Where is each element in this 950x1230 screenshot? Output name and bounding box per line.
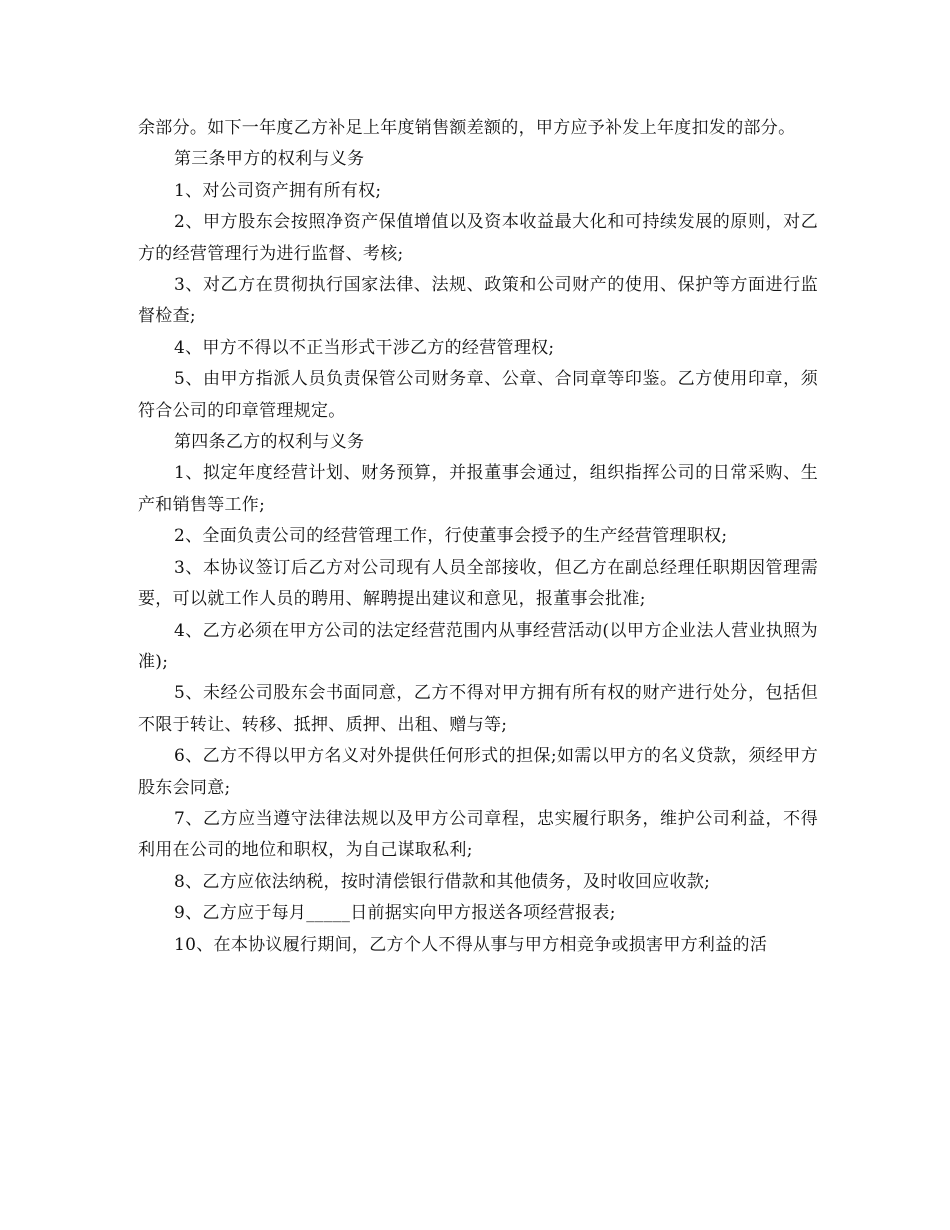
clause-4-3: 3、本协议签订后乙方对公司现有人员全部接收，但乙方在副总经理任职期因管理需要，可以就工作人员的聘用、解聘提出建议和意见，报董事会批准;: [138, 557, 818, 610]
section-heading-article-4: 第四条乙方的权利与义务: [174, 432, 365, 453]
clause-4-2: 2、全面负责公司的经营管理工作，行使董事会授予的生产经营管理职权;: [174, 526, 728, 547]
clause-3-5: 5、由甲方指派人员负责保管公司财务章、公章、合同章等印鉴。乙方使用印章，须符合公司的印章管理规定。: [138, 369, 818, 421]
section-heading-article-3: 第三条甲方的权利与义务: [174, 149, 365, 170]
clause-4-6: 6、乙方不得以甲方名义对外提供任何形式的担保;如需以甲方的名义贷款，须经甲方股东会同意;: [138, 746, 818, 798]
paragraph-continuation: 余部分。如下一年度乙方补足上年度销售额差额的，甲方应予补发上年度扣发的部分。: [138, 118, 796, 138]
document-body: [138, 113, 818, 961]
clause-4-9: 9、乙方应于每月_____日前据实向甲方报送各项经营报表;: [174, 903, 616, 924]
clause-4-5: 5、未经公司股东会书面同意，乙方不得对甲方拥有所有权的财产进行处分，包括但不限于转让、转移、抵押、质押、出租、赠与等;: [138, 683, 818, 735]
clause-4-4: 4、乙方必须在甲方公司的法定经营范围内从事经营活动(以甲方企业法人营业执照为准);: [138, 620, 818, 672]
clause-4-1: 1、拟定年度经营计划、财务预算，并报董事会通过，组织指挥公司的日常采购、生产和销售等工作;: [138, 463, 818, 515]
clause-3-4: 4、甲方不得以不正当形式干涉乙方的经营管理权;: [174, 337, 555, 358]
clause-4-8: 8、乙方应依法纳税，按时清偿银行借款和其他债务，及时收回应收款;: [174, 871, 711, 892]
clause-4-10: 10、在本协议履行期间，乙方个人不得从事与甲方相竞争或损害甲方利益的活: [174, 934, 768, 955]
clause-3-2: 2、甲方股东会按照净资产保值增值以及资本收益最大化和可持续发展的原则，对乙方的经营管理行为进行监督、考核;: [138, 212, 818, 264]
clause-3-1: 1、对公司资产拥有所有权;: [174, 180, 382, 201]
clause-3-3: 3、对乙方在贯彻执行国家法律、法规、政策和公司财产的使用、保护等方面进行监督检查;: [138, 275, 818, 327]
clause-4-7: 7、乙方应当遵守法律法规以及甲方公司章程，忠实履行职务，维护公司利益，不得利用在公司的地位和职权，为自己谋取私利;: [138, 808, 818, 861]
